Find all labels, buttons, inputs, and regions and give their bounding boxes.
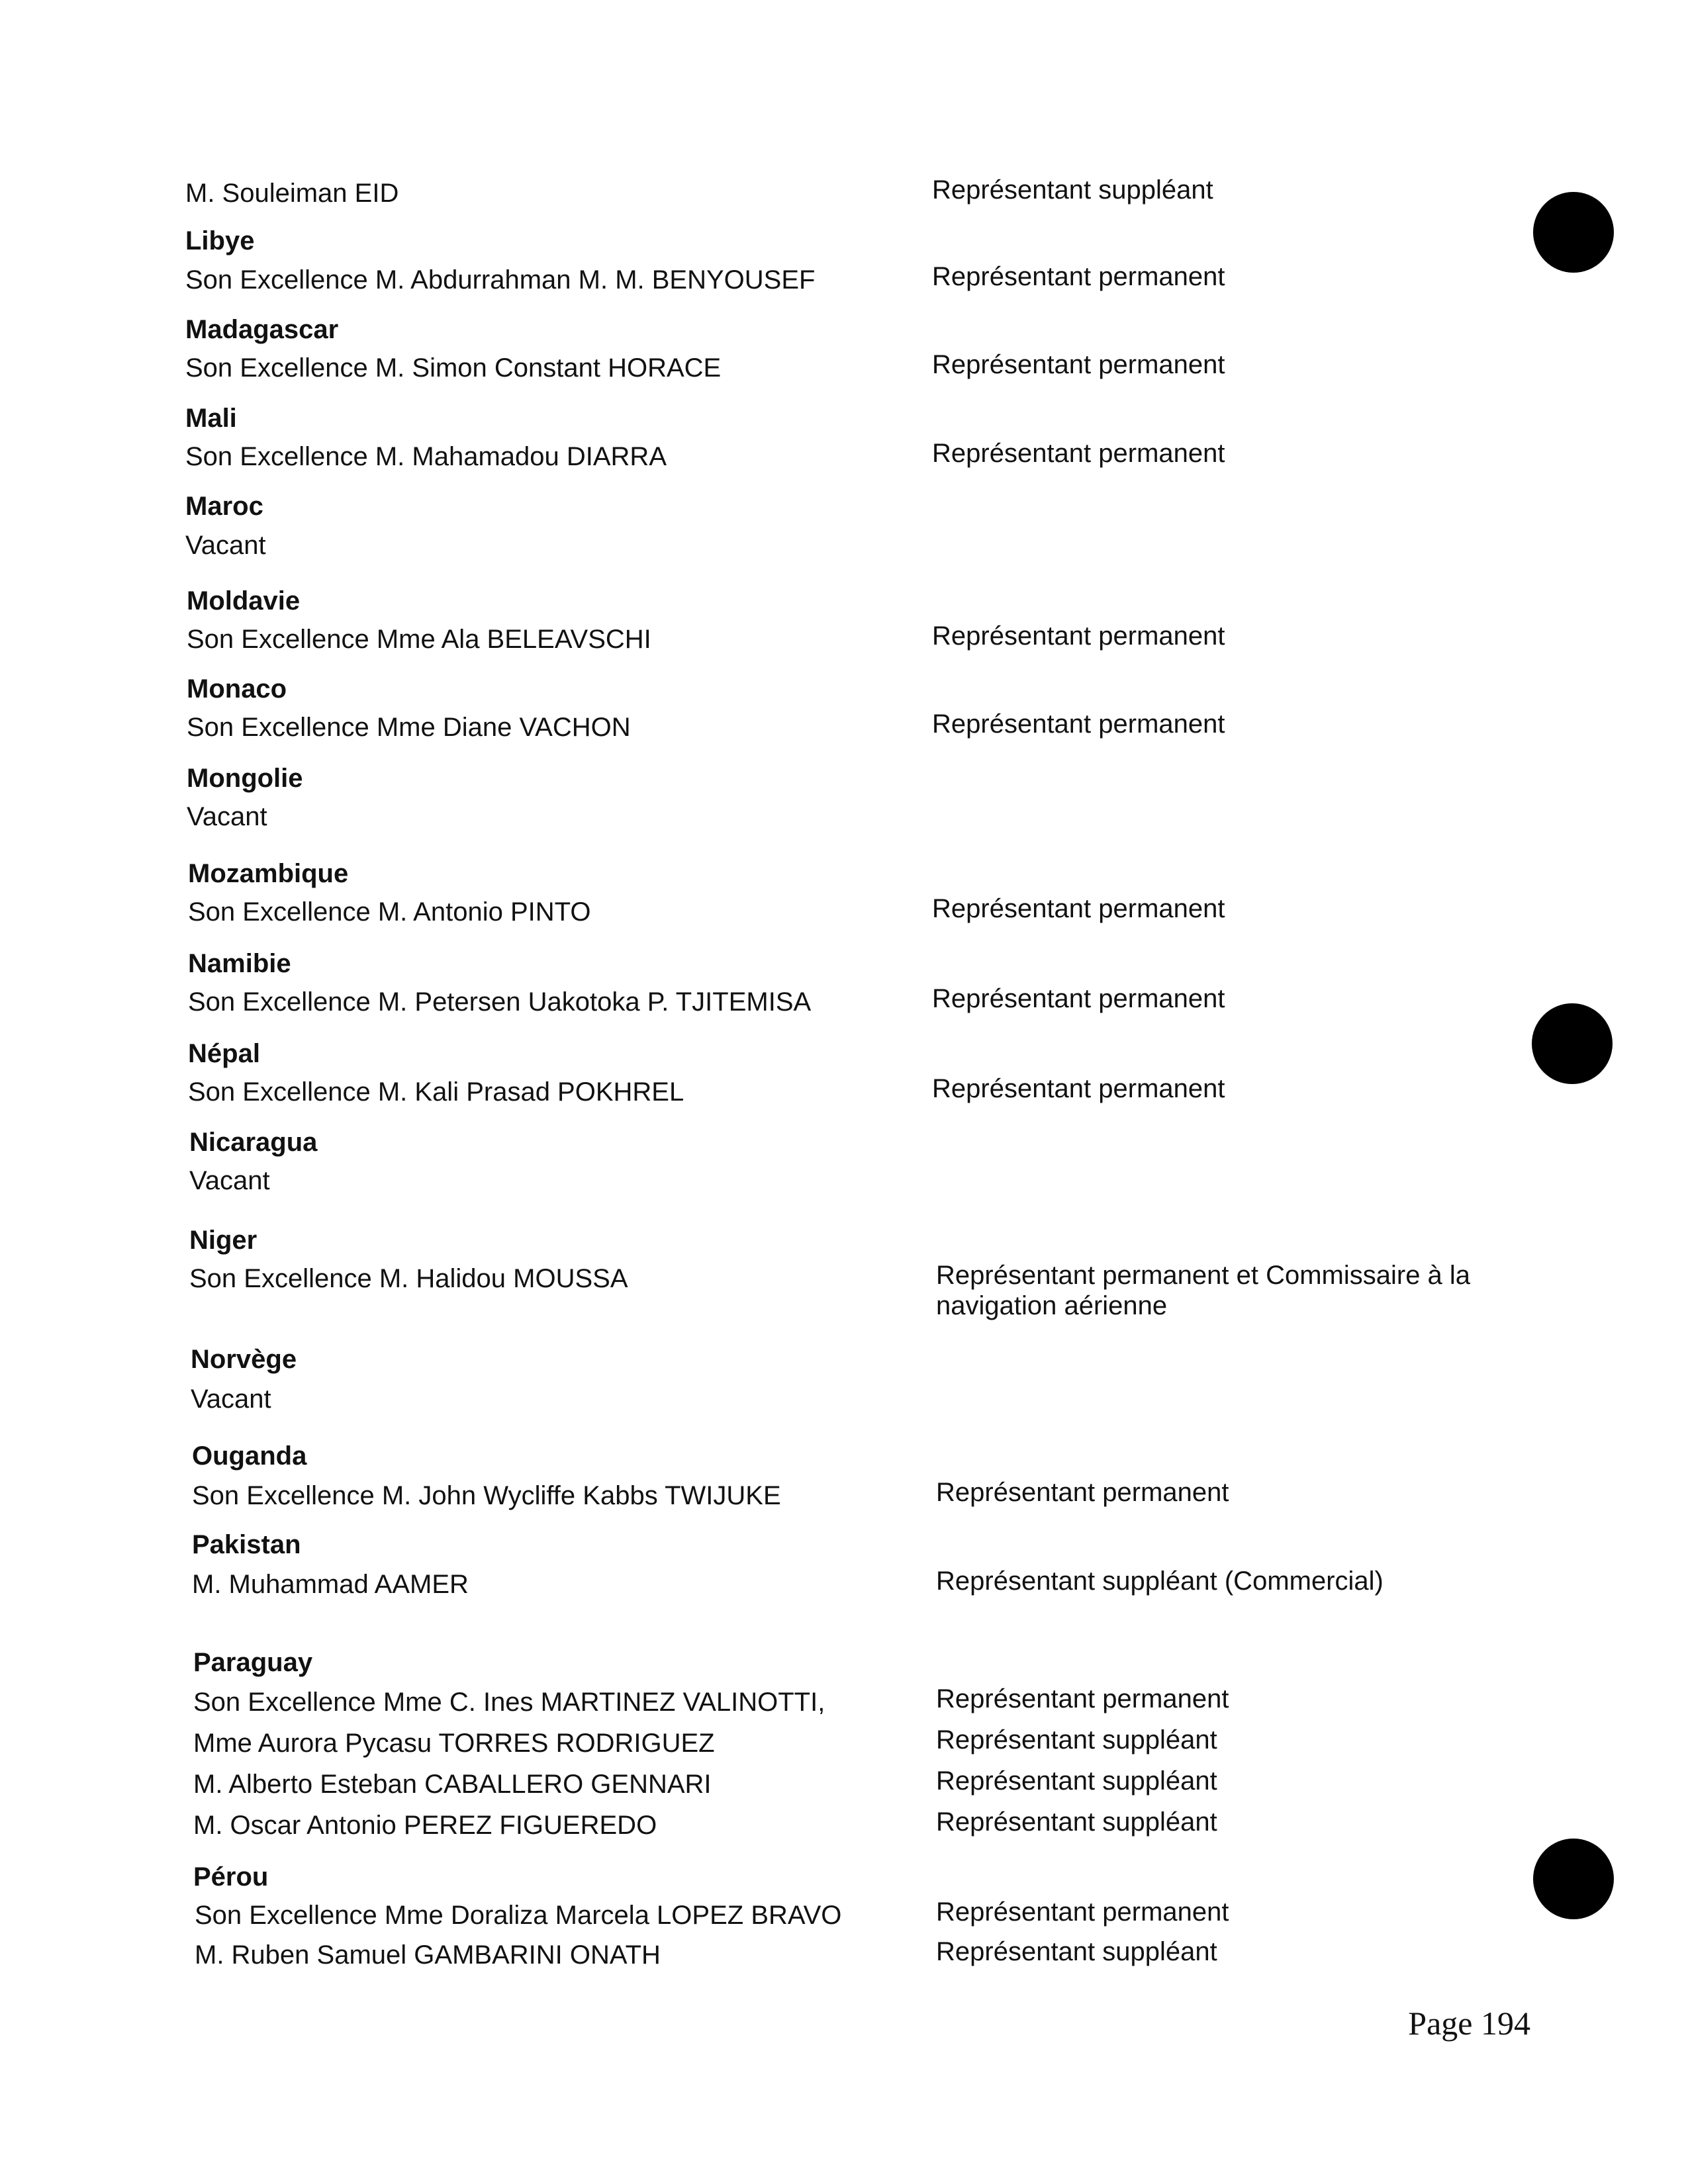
representative-role: Représentant permanent — [932, 984, 1225, 1013]
representative-name: Son Excellence M. Petersen Uakotoka P. TJITEMISA — [188, 987, 812, 1017]
country-heading: Madagascar — [185, 315, 339, 344]
representative-name: M. Souleiman EID — [185, 179, 399, 208]
representative-role: Représentant suppléant — [936, 1937, 1217, 1966]
representative-name: Mme Aurora Pycasu TORRES RODRIGUEZ — [193, 1729, 715, 1758]
country-heading: Nicaragua — [189, 1128, 318, 1157]
country-heading: Monaco — [187, 674, 287, 704]
country-heading: Moldavie — [187, 586, 301, 615]
representative-name: Vacant — [185, 531, 266, 560]
representative-name: Son Excellence M. Kali Prasad POKHREL — [188, 1077, 684, 1107]
country-heading: Libye — [185, 226, 255, 255]
representative-name: Son Excellence M. Antonio PINTO — [188, 897, 591, 927]
country-heading: Paraguay — [193, 1648, 313, 1677]
representative-role: Représentant permanent — [936, 1478, 1229, 1507]
country-heading: Mali — [185, 404, 237, 433]
representative-name: M. Alberto Esteban CABALLERO GENNARI — [193, 1770, 712, 1799]
representative-name: M. Ruben Samuel GAMBARINI ONATH — [195, 1940, 661, 1970]
country-heading: Pérou — [193, 1862, 269, 1891]
representative-role: Représentant permanent — [932, 439, 1225, 468]
representative-role: Représentant permanent — [936, 1897, 1229, 1927]
representative-role: Représentant permanent — [936, 1684, 1229, 1713]
country-heading: Mozambique — [188, 859, 349, 888]
country-heading: Niger — [189, 1226, 258, 1255]
country-heading: Mongolie — [187, 764, 303, 793]
representative-role: Représentant permanent — [932, 621, 1225, 651]
punch-hole-bottom — [1533, 1839, 1614, 1919]
representative-name: Son Excellence Mme Diane VACHON — [187, 713, 631, 742]
country-heading: Norvège — [191, 1345, 297, 1374]
country-heading: Pakistan — [192, 1530, 301, 1559]
country-heading: Namibie — [188, 949, 291, 978]
representative-role: Représentant permanent — [932, 1074, 1225, 1103]
representative-name: Son Excellence Mme Doraliza Marcela LOPEZ BRAVO — [195, 1901, 842, 1930]
representative-role: Représentant permanent — [932, 262, 1225, 291]
punch-hole-middle — [1532, 1003, 1613, 1084]
representative-name: M. Oscar Antonio PEREZ FIGUEREDO — [193, 1811, 657, 1840]
country-heading: Maroc — [185, 492, 263, 521]
representative-name: Son Excellence M. Abdurrahman M. M. BENYOUSEF — [185, 265, 816, 295]
representative-role: Représentant permanent — [932, 894, 1225, 923]
country-heading: Ouganda — [192, 1441, 307, 1471]
representative-role: Représentant suppléant — [936, 1725, 1217, 1754]
representative-name: Vacant — [191, 1385, 271, 1414]
representative-role: Représentant permanent — [932, 350, 1225, 379]
representative-name: Son Excellence M. Simon Constant HORACE — [185, 353, 722, 383]
representative-name: Vacant — [187, 802, 267, 831]
representative-name: Son Excellence M. John Wycliffe Kabbs TWIJUKE — [192, 1481, 781, 1510]
representative-role: Représentant suppléant — [936, 1807, 1217, 1837]
representative-name: Son Excellence Mme Ala BELEAVSCHI — [187, 625, 651, 654]
representative-role: Représentant suppléant — [932, 175, 1213, 205]
representative-name: M. Muhammad AAMER — [192, 1570, 469, 1599]
representative-name: Vacant — [189, 1166, 270, 1195]
representative-name: Son Excellence Mme C. Ines MARTINEZ VALINOTTI, — [193, 1688, 825, 1717]
page-number: Page 194 — [1408, 2005, 1530, 2042]
country-heading: Népal — [188, 1039, 260, 1068]
representative-role: Représentant suppléant — [936, 1766, 1217, 1796]
representative-role: Représentant permanent et Commissaire à la navigation aérienne — [936, 1261, 1471, 1320]
representative-role: Représentant permanent — [932, 709, 1225, 739]
representative-name: Son Excellence M. Halidou MOUSSA — [189, 1264, 628, 1293]
punch-hole-top — [1533, 192, 1614, 273]
representative-role: Représentant suppléant (Commercial) — [936, 1567, 1383, 1596]
representative-name: Son Excellence M. Mahamadou DIARRA — [185, 442, 667, 471]
